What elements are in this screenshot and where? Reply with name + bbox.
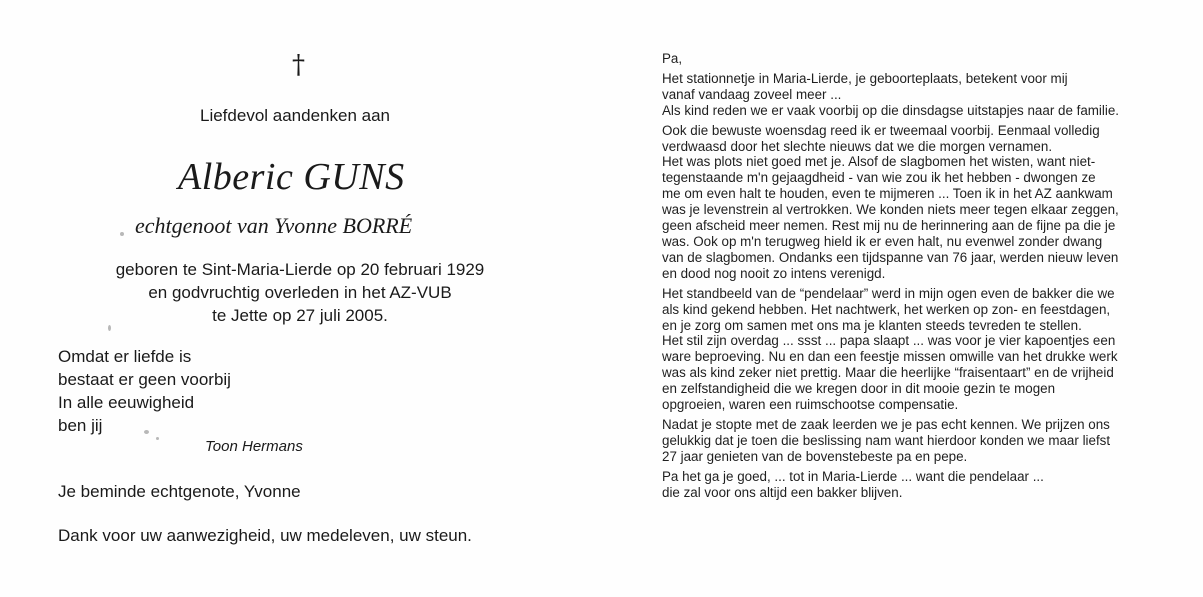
letter-line: tegenstaande m'n gejaagdheid - van wie zou ik het hebben - dwongen ze	[662, 170, 1096, 186]
print-speck	[156, 437, 159, 440]
closing-line: Je beminde echtgenote, Yvonne	[58, 482, 301, 501]
letter-paragraph	[662, 51, 1192, 67]
poem-line: ben jij	[58, 416, 103, 435]
right-page	[640, 0, 1203, 597]
poem-line: bestaat er geen voorbij	[58, 370, 231, 389]
letter-line: Nadat je stopte met de zaak leerden we je pas echt kennen. We prijzen ons	[662, 416, 1110, 432]
poem-line: In alle eeuwigheid	[58, 393, 195, 412]
letter-paragraph	[662, 71, 1192, 119]
letter-line: van de slagbomen. Ondanks een tijdspanne van 76 jaar, werden nieuw leven	[662, 249, 1119, 265]
letter-line: en dood nog nooit zo intens verenigd.	[662, 265, 886, 281]
letter-paragraph	[662, 469, 1192, 501]
letter-line: en je zorg om samen met ons ma je klanten steeds tevreden te stellen.	[662, 317, 1082, 333]
letter-line: Het stationnetje in Maria-Lierde, je geboorteplaats, betekent voor mij	[662, 70, 1068, 86]
letter-line: Het was plots niet goed met je. Alsof de slagbomen het wisten, want niet-	[662, 154, 1096, 170]
letter-line: Pa het ga je goed, ... tot in Maria-Lierde ... want die pendelaar ...	[662, 468, 1044, 484]
letter-paragraph	[662, 417, 1192, 465]
letter-line: me om even halt te houden, even te mijmeren ... Toen ik in het AZ aankwam	[662, 186, 1113, 202]
poem-author: Toon Hermans	[205, 438, 303, 455]
letter-line: opgroeien, waren een ruimschootse compensatie.	[662, 397, 959, 413]
letter-paragraph	[662, 286, 1192, 413]
letter-line: Ook die bewuste woensdag reed ik er tweemaal voorbij. Eenmaal volledig	[662, 122, 1100, 138]
thanks-line: Dank voor uw aanwezigheid, uw medeleven, uw steun.	[58, 526, 472, 545]
letter-line: was als kind zeker niet prettig. Maar die heerlijke “fraisentaart” en de vrijheid	[662, 365, 1114, 381]
letter-line: was. Ook op m'n terugweg hield ik er even halt, nu evenwel zonder dwang	[662, 233, 1103, 249]
letter-paragraph	[662, 123, 1192, 282]
poem	[58, 345, 231, 437]
letter-line: Het stil zijn overdag ... ssst ... papa slaapt ... was voor je vier kapoentjes een	[662, 333, 1116, 349]
intro-text: Liefdevol aandenken aan	[200, 106, 390, 125]
death-place-line: te Jette op 27 juli 2005.	[212, 306, 388, 325]
letter-line: was je levenstrein al vertrokken. We konden niets meer tegen elkaar zeggen,	[662, 202, 1119, 218]
death-line: en godvruchtig overleden in het AZ-VUB	[148, 283, 452, 302]
letter-line: 27 jaar genieten van de bovenstebeste pa en pepe.	[662, 448, 968, 464]
letter-line: gelukkig dat je toen die beslissing nam want hierdoor konden we maar liefst	[662, 432, 1111, 448]
birth-line: geboren te Sint-Maria-Lierde op 20 februari 1929	[115, 260, 485, 279]
letter	[662, 51, 1192, 504]
letter-line: verdwaasd door het slechte nieuws dat we die morgen vernamen.	[662, 138, 1053, 154]
poem-line: Omdat er liefde is	[58, 347, 192, 366]
letter-line: die zal voor ons altijd een bakker blijven.	[662, 484, 903, 500]
letter-line: Als kind reden we er vaak voorbij op die dinsdagse uitstapjes naar de familie.	[662, 102, 1120, 118]
letter-line: Het standbeeld van de “pendelaar” werd in mijn ogen even de bakker die we	[662, 285, 1115, 301]
letter-line: Pa,	[662, 51, 683, 66]
letter-line: ware beproeving. Nu en dan een feestje missen omwille van het drukke werk	[662, 349, 1118, 365]
print-speck	[108, 325, 111, 331]
spouse-line: echtgenoot van Yvonne BORRÉ	[135, 213, 413, 238]
print-speck	[144, 430, 149, 434]
letter-line: en zelfstandigheid die we kregen door in dit mooie gezin te mogen	[662, 381, 1056, 397]
deceased-name: Alberic GUNS	[178, 156, 405, 198]
print-speck	[120, 232, 124, 236]
dates-block	[60, 258, 540, 327]
letter-line: vanaf vandaag zoveel meer ...	[662, 86, 842, 102]
cross-symbol: †	[292, 50, 305, 80]
letter-line: als kind gekend hebben. Het nachtwerk, het werken op zon- en feestdagen,	[662, 301, 1111, 317]
letter-line: geen afscheid meer nemen. Rest mij nu de herinnering aan de fijne pa die je	[662, 218, 1116, 234]
